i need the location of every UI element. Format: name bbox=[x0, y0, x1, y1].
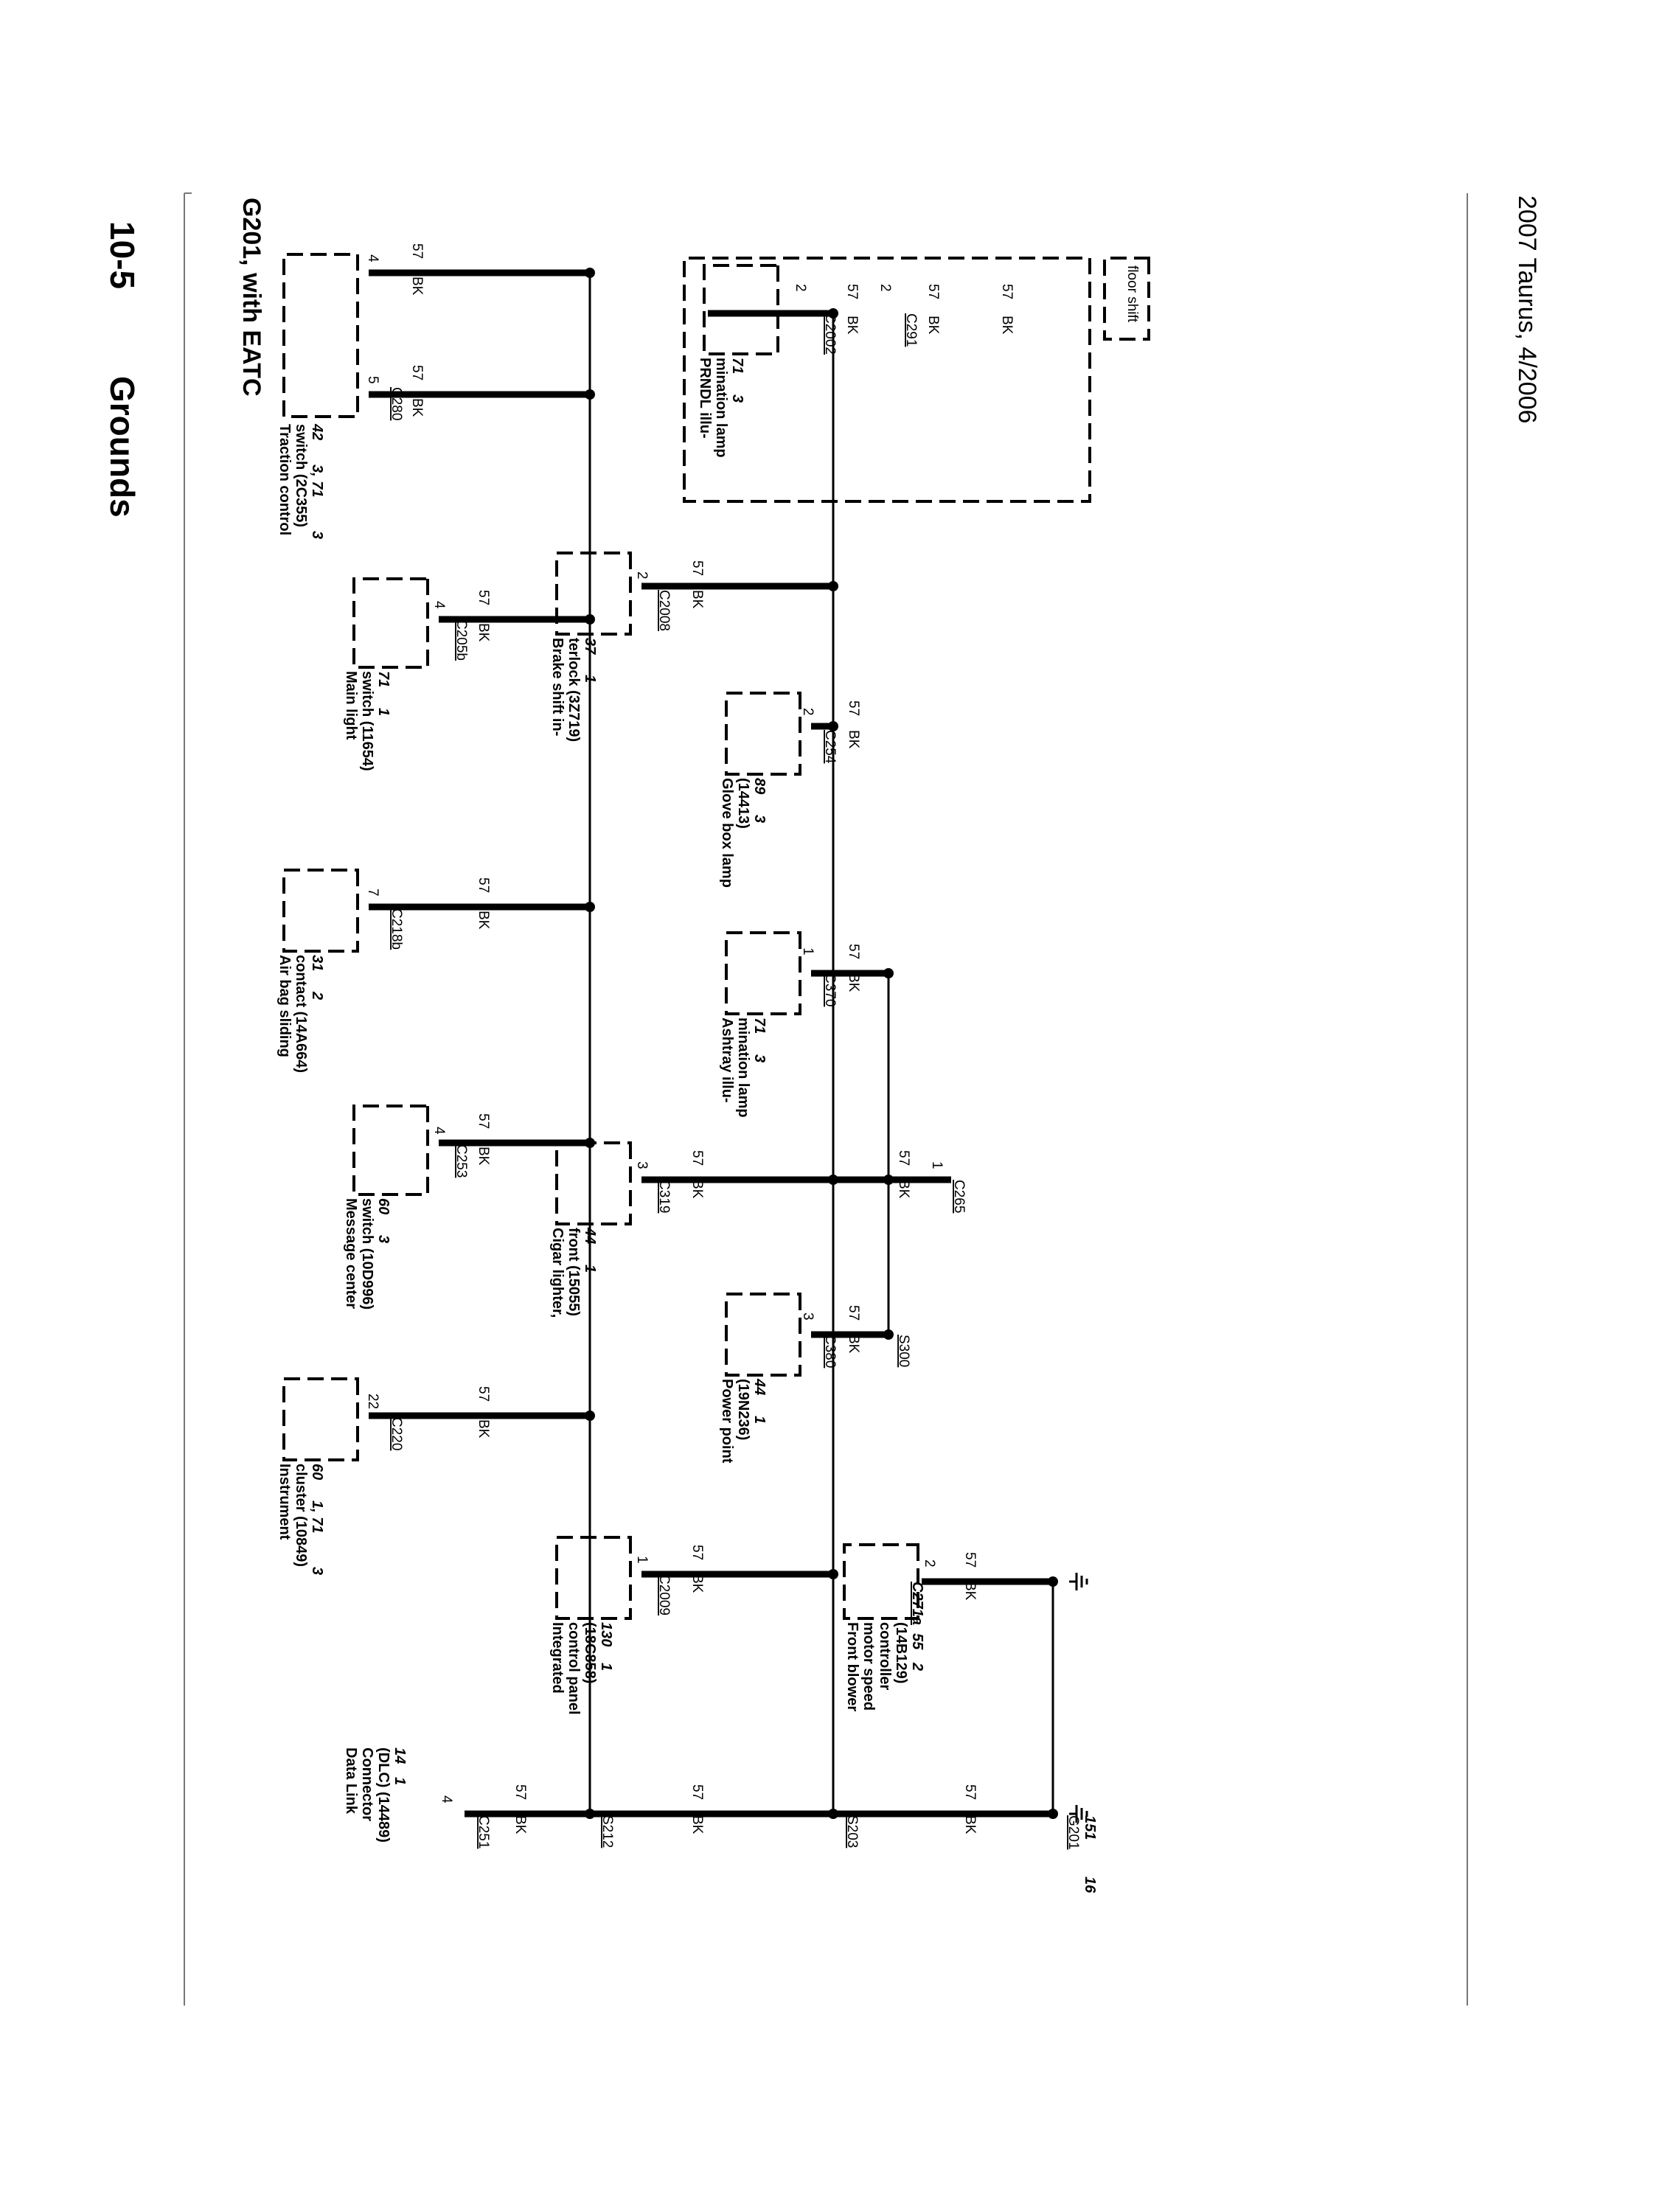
svg-text:Integrated: Integrated bbox=[549, 1622, 566, 1694]
svg-text:C251: C251 bbox=[476, 1815, 491, 1849]
svg-text:5: 5 bbox=[365, 376, 380, 384]
svg-text:1: 1 bbox=[375, 708, 392, 717]
svg-text:BK: BK bbox=[476, 1419, 491, 1439]
svg-text:Connector: Connector bbox=[359, 1747, 375, 1821]
svg-text:Traction control: Traction control bbox=[276, 424, 293, 536]
svg-text:front (15055): front (15055) bbox=[566, 1228, 582, 1317]
svg-text:71: 71 bbox=[375, 671, 392, 688]
svg-text:57: 57 bbox=[512, 1784, 528, 1801]
svg-text:BK: BK bbox=[409, 398, 425, 417]
svg-text:floor shift: floor shift bbox=[1124, 265, 1140, 323]
box-glove-box bbox=[726, 693, 800, 774]
svg-text:BK: BK bbox=[999, 316, 1015, 335]
svg-text:BK: BK bbox=[689, 1574, 705, 1593]
svg-text:BK: BK bbox=[962, 1815, 978, 1834]
svg-text:BK: BK bbox=[846, 973, 861, 992]
svg-text:C253: C253 bbox=[453, 1144, 469, 1178]
svg-text:C271a: C271a bbox=[909, 1582, 925, 1625]
svg-text:BK: BK bbox=[409, 276, 425, 296]
svg-text:Cigar lighter,: Cigar lighter, bbox=[549, 1228, 566, 1318]
svg-text:4: 4 bbox=[431, 601, 447, 609]
diagram-subtitle: G201, with EATC bbox=[237, 198, 265, 397]
svg-text:57: 57 bbox=[476, 1113, 491, 1130]
box-main-light bbox=[354, 579, 428, 667]
svg-text:C380: C380 bbox=[822, 1335, 838, 1368]
svg-text:C291: C291 bbox=[903, 313, 919, 347]
label-power-point bbox=[719, 1305, 911, 1464]
svg-text:1: 1 bbox=[751, 1416, 768, 1425]
svg-text:2: 2 bbox=[793, 284, 808, 292]
svg-text:Instrument: Instrument bbox=[276, 1464, 293, 1540]
svg-text:2: 2 bbox=[909, 1663, 925, 1672]
svg-text:3: 3 bbox=[634, 1161, 650, 1169]
svg-text:3: 3 bbox=[751, 815, 768, 824]
svg-text:control panel: control panel bbox=[566, 1622, 582, 1715]
ground-symbols bbox=[1069, 1573, 1087, 1823]
svg-text:57: 57 bbox=[844, 284, 860, 300]
svg-text:BK: BK bbox=[846, 730, 861, 749]
svg-text:motor speed: motor speed bbox=[860, 1622, 877, 1711]
svg-text:S300: S300 bbox=[896, 1335, 911, 1368]
svg-text:PRNDL illu-: PRNDL illu- bbox=[697, 358, 713, 439]
svg-text:57: 57 bbox=[409, 365, 425, 381]
svg-text:3: 3 bbox=[309, 531, 325, 540]
svg-text:57: 57 bbox=[476, 590, 491, 606]
svg-text:BK: BK bbox=[476, 1147, 491, 1166]
svg-text:C265: C265 bbox=[951, 1180, 967, 1214]
svg-text:BK: BK bbox=[689, 1815, 705, 1834]
svg-text:Main light: Main light bbox=[343, 671, 359, 740]
box-traction bbox=[284, 254, 358, 417]
svg-text:42: 42 bbox=[309, 424, 325, 441]
svg-text:Front blower: Front blower bbox=[844, 1622, 860, 1712]
svg-text:57: 57 bbox=[689, 1784, 705, 1801]
label-ashtray bbox=[719, 944, 861, 1118]
svg-text:mination lamp: mination lamp bbox=[735, 1018, 751, 1118]
svg-text:57: 57 bbox=[689, 1150, 705, 1166]
svg-text:C254: C254 bbox=[822, 730, 838, 764]
svg-text:151: 151 bbox=[1082, 1815, 1098, 1840]
svg-text:C319: C319 bbox=[656, 1180, 672, 1214]
svg-text:1: 1 bbox=[582, 1265, 598, 1273]
svg-text:BK: BK bbox=[476, 623, 491, 642]
svg-text:89: 89 bbox=[751, 778, 768, 795]
svg-text:Brake shift in-: Brake shift in- bbox=[549, 638, 566, 737]
box-cigar bbox=[557, 1143, 630, 1224]
svg-text:57: 57 bbox=[846, 944, 861, 960]
label-icp bbox=[549, 1545, 860, 1848]
svg-text:S203: S203 bbox=[844, 1815, 860, 1848]
svg-text:BK: BK bbox=[844, 316, 860, 335]
svg-text:BK: BK bbox=[846, 1335, 861, 1354]
svg-text:57: 57 bbox=[846, 700, 861, 717]
svg-text:1, 71: 1, 71 bbox=[309, 1500, 325, 1534]
svg-text:C2009: C2009 bbox=[656, 1574, 672, 1615]
svg-text:3, 71: 3, 71 bbox=[309, 465, 325, 498]
box-blower bbox=[844, 1545, 918, 1618]
svg-text:BK: BK bbox=[689, 1180, 705, 1199]
svg-text:G201: G201 bbox=[1065, 1815, 1081, 1850]
svg-text:mination lamp: mination lamp bbox=[713, 358, 729, 458]
svg-text:2: 2 bbox=[309, 992, 325, 1001]
svg-text:(14B129): (14B129) bbox=[893, 1622, 909, 1684]
svg-text:4: 4 bbox=[431, 1127, 447, 1135]
svg-text:contact (14A664): contact (14A664) bbox=[293, 955, 309, 1074]
label-traction bbox=[276, 243, 425, 539]
svg-text:switch (2C355): switch (2C355) bbox=[293, 424, 309, 528]
svg-text:57: 57 bbox=[689, 1545, 705, 1561]
svg-text:57: 57 bbox=[962, 1784, 978, 1801]
svg-text:60: 60 bbox=[309, 1464, 325, 1481]
svg-text:2: 2 bbox=[634, 571, 650, 580]
svg-text:1: 1 bbox=[634, 1556, 650, 1564]
section-number: 10-5 bbox=[103, 221, 142, 290]
svg-text:55: 55 bbox=[909, 1633, 925, 1650]
svg-text:57: 57 bbox=[846, 1305, 861, 1321]
svg-text:terlock (3Z719): terlock (3Z719) bbox=[566, 638, 582, 742]
svg-text:cluster (10849): cluster (10849) bbox=[293, 1464, 309, 1568]
svg-text:S212: S212 bbox=[599, 1815, 615, 1848]
svg-text:44: 44 bbox=[582, 1228, 598, 1245]
label-ground bbox=[1065, 1815, 1098, 1893]
svg-text:14: 14 bbox=[392, 1747, 408, 1764]
svg-text:22: 22 bbox=[365, 1394, 380, 1410]
svg-text:switch (11654): switch (11654) bbox=[359, 671, 375, 771]
svg-text:BK: BK bbox=[925, 316, 941, 335]
svg-text:7: 7 bbox=[365, 888, 380, 897]
svg-text:C2008: C2008 bbox=[656, 590, 672, 631]
label-dlc bbox=[343, 1747, 615, 1848]
box-airbag bbox=[284, 870, 358, 951]
svg-text:4: 4 bbox=[439, 1795, 454, 1804]
svg-text:3: 3 bbox=[729, 394, 745, 403]
svg-text:57: 57 bbox=[476, 877, 491, 894]
label-glove-box bbox=[719, 700, 861, 888]
box-power-point bbox=[726, 1294, 800, 1375]
svg-text:controller: controller bbox=[877, 1622, 893, 1691]
svg-text:BK: BK bbox=[689, 590, 705, 609]
svg-text:3: 3 bbox=[375, 1235, 392, 1244]
svg-text:BK: BK bbox=[962, 1582, 978, 1601]
svg-text:57: 57 bbox=[409, 243, 425, 260]
svg-text:Glove box lamp: Glove box lamp bbox=[719, 778, 735, 888]
svg-text:BK: BK bbox=[896, 1180, 911, 1199]
svg-text:(14413): (14413) bbox=[735, 778, 751, 829]
svg-text:1: 1 bbox=[929, 1161, 945, 1169]
svg-text:3: 3 bbox=[309, 1567, 325, 1576]
svg-text:(19N236): (19N236) bbox=[735, 1379, 751, 1441]
box-floor-shift-group bbox=[684, 258, 1090, 501]
svg-text:Air bag sliding: Air bag sliding bbox=[276, 955, 293, 1057]
label-cigar bbox=[549, 1150, 705, 1318]
svg-text:3: 3 bbox=[800, 1312, 815, 1321]
svg-text:31: 31 bbox=[309, 955, 325, 972]
svg-text:37: 37 bbox=[582, 638, 598, 655]
svg-text:130: 130 bbox=[598, 1622, 614, 1647]
svg-text:(DLC) (14489): (DLC) (14489) bbox=[375, 1747, 392, 1843]
svg-text:2: 2 bbox=[877, 284, 893, 292]
label-prndl bbox=[697, 265, 1140, 458]
svg-text:Data Link: Data Link bbox=[343, 1747, 359, 1815]
svg-text:57: 57 bbox=[476, 1386, 491, 1402]
svg-text:2: 2 bbox=[800, 708, 815, 716]
label-blower bbox=[844, 1552, 978, 1834]
svg-text:C280: C280 bbox=[389, 387, 404, 421]
svg-text:C220: C220 bbox=[389, 1417, 404, 1451]
box-prndl bbox=[704, 265, 778, 354]
svg-text:2: 2 bbox=[922, 1559, 937, 1568]
box-cluster bbox=[284, 1379, 358, 1460]
svg-text:71: 71 bbox=[729, 358, 745, 375]
svg-text:C218b: C218b bbox=[389, 908, 404, 950]
svg-text:57: 57 bbox=[689, 560, 705, 577]
svg-text:BK: BK bbox=[512, 1815, 528, 1834]
svg-text:C370: C370 bbox=[822, 973, 838, 1007]
svg-text:57: 57 bbox=[896, 1150, 911, 1166]
svg-text:switch (10D996): switch (10D996) bbox=[359, 1198, 375, 1310]
bus-lines bbox=[369, 273, 1053, 1814]
svg-text:Message center: Message center bbox=[343, 1198, 359, 1310]
svg-text:(18C858): (18C858) bbox=[582, 1622, 598, 1684]
section-title: Grounds bbox=[103, 376, 142, 518]
svg-text:1: 1 bbox=[582, 675, 598, 684]
svg-text:16: 16 bbox=[1082, 1877, 1098, 1893]
svg-text:4: 4 bbox=[365, 254, 380, 262]
box-icp bbox=[557, 1537, 630, 1618]
svg-text:BK: BK bbox=[476, 911, 491, 930]
svg-text:60: 60 bbox=[375, 1198, 392, 1215]
page-footer: 2007 Taurus, 4/2006 bbox=[1513, 195, 1541, 424]
svg-text:1: 1 bbox=[392, 1777, 408, 1786]
svg-text:57: 57 bbox=[999, 284, 1015, 300]
svg-text:57: 57 bbox=[962, 1552, 978, 1568]
svg-text:Power point: Power point bbox=[719, 1379, 735, 1464]
svg-text:C2002: C2002 bbox=[822, 313, 838, 355]
svg-text:44: 44 bbox=[751, 1379, 768, 1396]
box-ashtray bbox=[726, 933, 800, 1014]
svg-text:1: 1 bbox=[598, 1663, 614, 1672]
svg-text:57: 57 bbox=[925, 284, 941, 300]
box-msg-center bbox=[354, 1106, 428, 1194]
svg-text:3: 3 bbox=[751, 1054, 768, 1063]
svg-text:Ashtray illu-: Ashtray illu- bbox=[719, 1018, 735, 1103]
svg-text:71: 71 bbox=[751, 1018, 768, 1034]
svg-text:C205b: C205b bbox=[453, 619, 469, 661]
svg-text:1: 1 bbox=[800, 947, 815, 956]
